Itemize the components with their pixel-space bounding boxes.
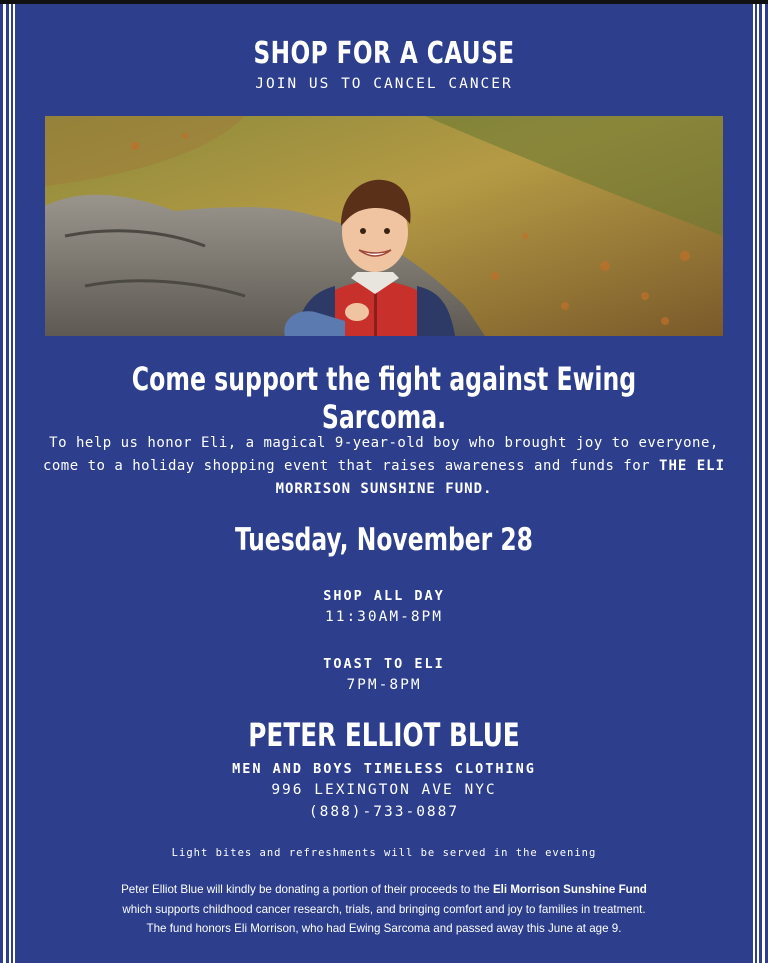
store-phone: (888)-733-0887 <box>308 804 460 820</box>
footer-line-3: The fund honors Eli Morrison, who had Ewing Sarcoma and passed away this June at age 9. <box>146 922 622 935</box>
store-address: 996 LEXINGTON AVE NYC <box>271 782 497 798</box>
left-stripe-1 <box>0 4 3 963</box>
shop-time: 11:30AM-8PM <box>324 609 444 625</box>
intro-fund-name: THE ELI MORRISON SUNSHINE FUND. <box>275 458 726 497</box>
store-name: PETER ELLIOT BLUE <box>248 716 520 754</box>
footer-fund-name: Eli Morrison Sunshine Fund <box>492 883 647 896</box>
flyer-title: SHOP FOR A CAUSE <box>253 36 515 71</box>
headline: Come support the fight against Ewing Sarcoma. <box>131 360 637 436</box>
store-tagline: MEN AND BOYS TIMELESS CLOTHING <box>232 761 536 777</box>
smiling-boy-photo-icon <box>45 116 723 336</box>
shop-label: SHOP ALL DAY <box>323 588 445 604</box>
left-stripe-2 <box>6 4 9 963</box>
footer-line-1 <box>35 880 733 900</box>
toast-time: 7PM-8PM <box>346 677 422 693</box>
intro-text: To help us honor Eli, a magical 9-year-old boy who brought joy to everyone, come to a holiday shopping event that raises awareness and funds for <box>42 435 719 474</box>
event-date: Tuesday, November 28 <box>235 522 533 558</box>
footer-line-2: which supports childhood cancer research, trials, and bringing comfort and joy to families in treatment. <box>122 902 646 916</box>
intro-paragraph <box>35 432 733 501</box>
left-stripe-3 <box>11 4 13 963</box>
right-stripe-2 <box>759 4 762 963</box>
flyer-subtitle: JOIN US TO CANCEL CANCER <box>255 76 513 92</box>
toast-label: TOAST TO ELI <box>323 656 445 672</box>
donation-footer <box>35 880 733 939</box>
right-stripe-3 <box>755 4 757 963</box>
footer-text: Peter Elliot Blue will kindly be donating a portion of their proceeds to the <box>121 883 493 896</box>
refreshments-note: Light bites and refreshments will be served in the evening <box>171 847 597 859</box>
flyer-panel <box>15 4 753 963</box>
